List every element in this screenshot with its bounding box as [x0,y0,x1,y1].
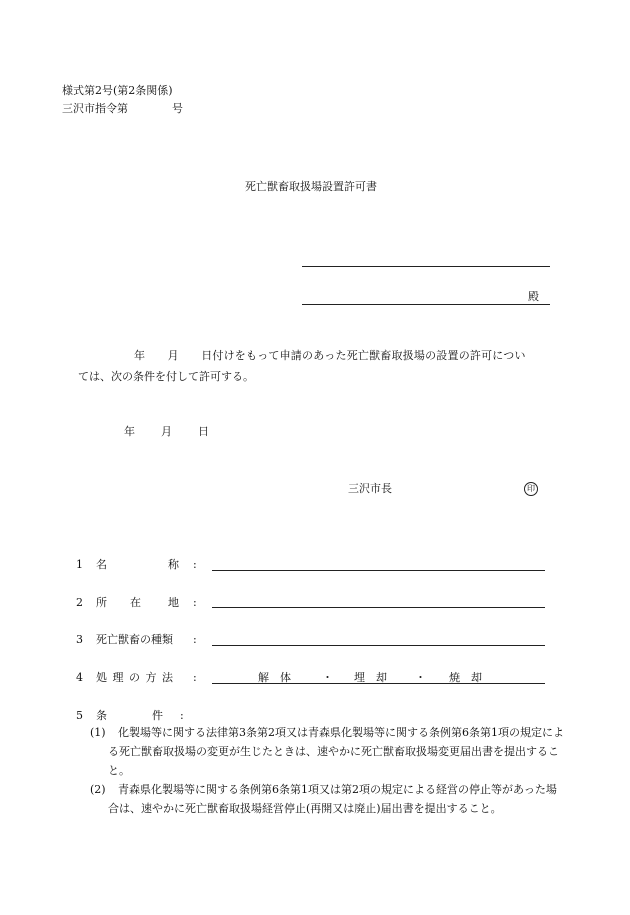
item3-number: 3 [76,633,83,646]
condition-2-text: 青森県化製場等に関する条例第6条第1項又は第2項の規定による経営の停止等があった場合は、速やかに死亡獣畜取扱場経営停止(再開又は廃止)届出書を提出すること。 [108,783,557,815]
item2-label-a: 所 [96,596,107,609]
item1-label-a: 名 [96,558,107,571]
item2-label-c: 地 [168,596,179,609]
item2-label-b: 在 [130,596,141,609]
condition-2-number: (2) [90,783,106,796]
date-year: 年 [124,425,135,438]
addressee-name-line [302,304,550,305]
item1-label-b: 称 [168,558,179,571]
item3-label: 死亡獣畜の種類 [96,633,173,646]
item3-blank-line [212,645,545,646]
document-title: 死亡獣畜取扱場設置許可書 [245,180,377,193]
item2-number: 2 [76,596,83,609]
item2-blank-line [212,607,545,608]
body-line-1: 年 月 日付けをもって申請のあった死亡獣畜取扱場の設置の許可につい [134,349,526,362]
issue-number: 三沢市指令第 号 [62,102,183,115]
item4-underline [212,683,545,684]
item4-number: 4 [76,671,83,684]
conditions-label-b: 件 [152,709,163,722]
condition-1 [90,723,566,781]
body-line-2: ては、次の条件を付して許可する。 [78,370,254,383]
item5-number: 5 [76,709,83,722]
item1-blank-line [212,570,545,571]
item1-colon: : [193,558,197,571]
form-number: 様式第2号(第2条関係) [62,84,173,97]
date-day: 日 [198,425,209,438]
conditions-label-a: 条 [96,709,107,722]
date-month: 月 [161,425,172,438]
item4-label: 処 理 の 方 法 [96,671,174,684]
item1-number: 1 [76,558,83,571]
addressee-suffix: 殿 [528,290,539,303]
item4-colon: : [193,671,197,684]
method-option-incinerate: 焼 却 [449,671,482,684]
seal-mark: 印 [524,482,538,496]
condition-2 [90,780,566,838]
method-separator-2: ・ [415,671,426,684]
addressee-address-line [302,266,550,267]
item3-colon: : [193,633,197,646]
method-option-bury: 埋 却 [354,671,387,684]
method-separator-1: ・ [322,671,333,684]
method-option-dismantle: 解 体 [258,671,291,684]
issuer-name: 三沢市長 [348,482,392,495]
conditions-colon: : [180,709,184,722]
item2-colon: : [193,596,197,609]
condition-1-text: 化製場等に関する法律第3条第2項又は青森県化製場等に関する条例第6条第1項の規定による死亡獣畜取扱場の変更が生じたときは、速やかに死亡獣畜取扱場変更届出書を提出すること。 [108,726,564,777]
condition-1-number: (1) [90,726,106,739]
